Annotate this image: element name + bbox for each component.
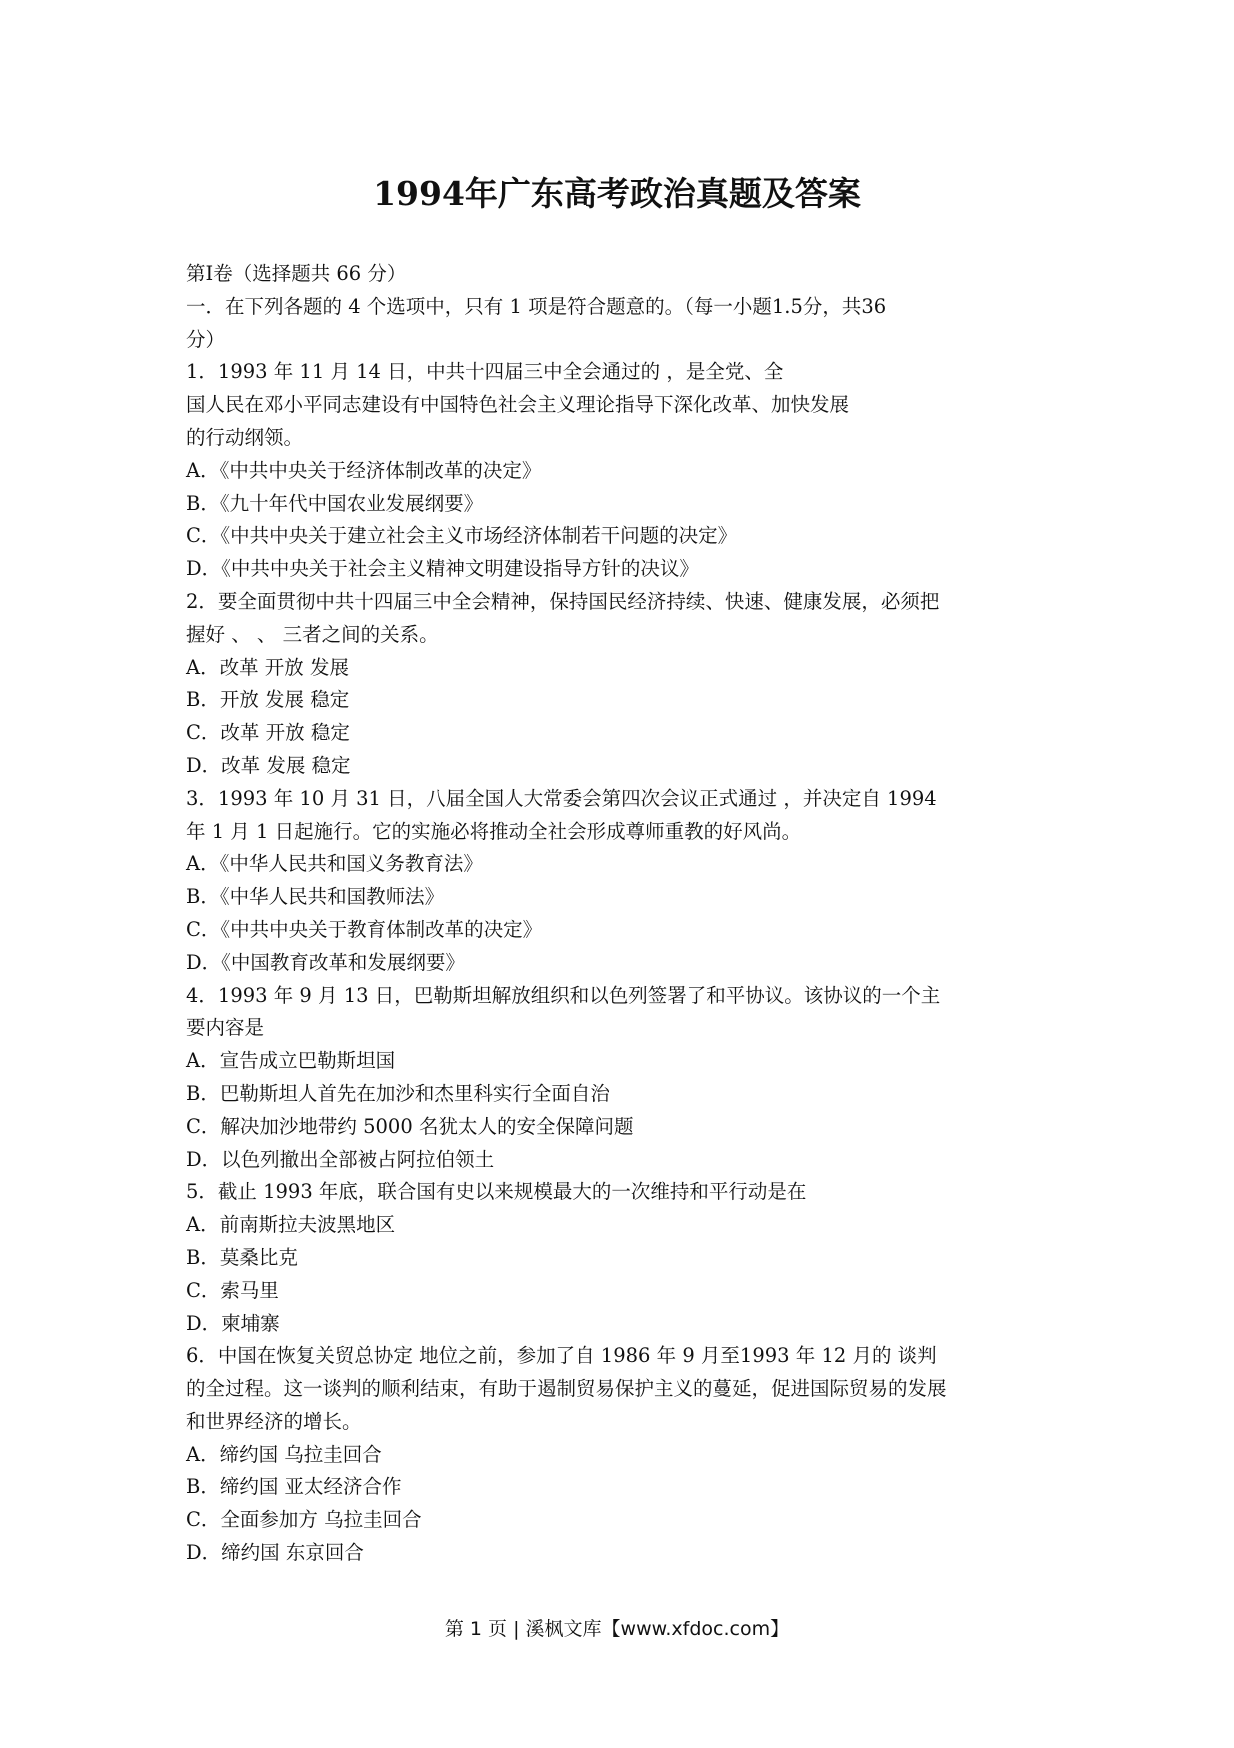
text-line: 要内容是 xyxy=(186,1016,265,1040)
text-line: C．全面参加方 乌拉圭回合 xyxy=(186,1508,422,1532)
text-line: B．《九十年代中国农业发展纲要》 xyxy=(186,491,484,515)
text-line: 分） xyxy=(186,327,226,351)
page-footer: 第 1 页 | 溪枫文库【www.xfdoc.com】 xyxy=(444,1618,790,1640)
text-line: 1．1993 年 11 月 14 日，中共十四届三中全会通过的 ，是全党、全 xyxy=(186,360,784,384)
text-line: A．缔约国 乌拉圭回合 xyxy=(186,1442,382,1466)
text-line: 2．要全面贯彻中共十四届三中全会精神，保持国民经济持续、快速、健康发展，必须把 xyxy=(186,589,940,613)
text-line: D．《中共中央关于社会主义精神文明建设指导方针的决议》 xyxy=(186,557,699,581)
text-line: 3．1993 年 10 月 31 日，八届全国人大常委会第四次会议正式通过 ，并决定自 1994 xyxy=(186,786,937,810)
text-line: 4．1993 年 9 月 13 日，巴勒斯坦解放组织和以色列签署了和平协议。该协议的一个主 xyxy=(186,983,941,1007)
text-line: D．《中国教育改革和发展纲要》 xyxy=(186,950,465,974)
text-line: 第Ⅰ卷（选择题共 66 分） xyxy=(186,262,407,285)
text-line: C．改革 开放 稳定 xyxy=(186,721,350,745)
text-line: 国人民在邓小平同志建设有中国特色社会主义理论指导下深化改革、加快发展 xyxy=(186,393,850,417)
text-line: C．索马里 xyxy=(186,1278,279,1302)
text-line: D．缔约国 东京回合 xyxy=(186,1541,364,1565)
text-line: 和世界经济的增长。 xyxy=(186,1409,362,1433)
text-line: A．前南斯拉夫波黑地区 xyxy=(186,1213,396,1237)
text-line: B．开放 发展 稳定 xyxy=(186,688,350,712)
document-body xyxy=(186,258,1056,1570)
text-line: A．改革 开放 发展 xyxy=(186,655,349,679)
text-line: C．解决加沙地带约 5000 名犹太人的安全保障问题 xyxy=(186,1114,634,1138)
text-line: 一．在下列各题的 4 个选项中，只有 1 项是符合题意的。（每一小题1.5分，共36 xyxy=(186,294,887,318)
text-line: B．《中华人民共和国教师法》 xyxy=(186,885,445,909)
text-line: 的行动纲领。 xyxy=(186,425,304,449)
text-line: C．《中共中央关于建立社会主义市场经济体制若干问题的决定》 xyxy=(186,524,738,548)
text-line: A．《中共中央关于经济体制改革的决定》 xyxy=(186,458,542,482)
text-line: 年 1 月 1 日起施行。它的实施必将推动全社会形成尊师重教的好风尚。 xyxy=(186,819,802,843)
text-line: 的全过程。这一谈判的顺利结束，有助于遏制贸易保护主义的蔓延，促进国际贸易的发展 xyxy=(186,1377,947,1401)
text-line: B．巴勒斯坦人首先在加沙和杰里科实行全面自治 xyxy=(186,1081,610,1105)
text-line: B．莫桑比克 xyxy=(186,1245,298,1269)
text-line: 6．中国在恢复关贸总协定 地位之前，参加了自 1986 年 9 月至1993 年 12 月的 谈判 xyxy=(186,1344,937,1368)
text-line: D．改革 发展 稳定 xyxy=(186,753,351,777)
text-line: B．缔约国 亚太经济合作 xyxy=(186,1475,402,1499)
document-title: 1994年广东高考政治真题及答案 xyxy=(373,174,861,213)
text-line: D．柬埔寨 xyxy=(186,1311,280,1335)
text-line: 5．截止 1993 年底，联合国有史以来规模最大的一次维持和平行动是在 xyxy=(186,1180,807,1204)
text-line: A．《中华人民共和国义务教育法》 xyxy=(186,852,483,876)
text-line: C．《中共中央关于教育体制改革的决定》 xyxy=(186,917,543,941)
text-line: D．以色列撤出全部被占阿拉伯领土 xyxy=(186,1147,495,1171)
text-line: A．宣告成立巴勒斯坦国 xyxy=(186,1049,396,1073)
text-line: 握好 、 、 三者之间的关系。 xyxy=(186,622,439,646)
